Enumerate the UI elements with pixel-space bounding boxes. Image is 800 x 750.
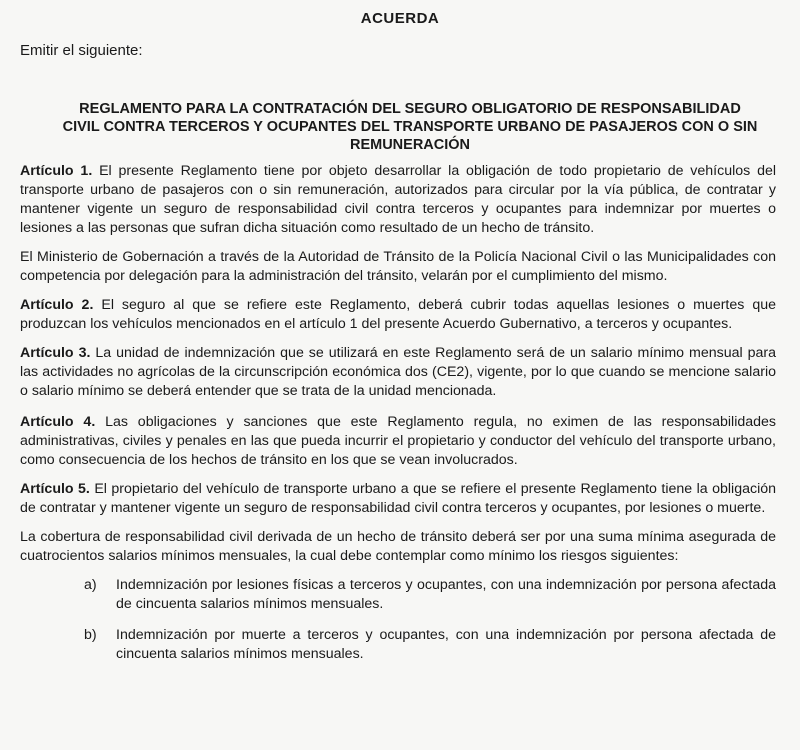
paragraph-text: Las obligaciones y sanciones que este Reglamento regula, no eximen de las responsabilidades administrativas, civiles y penales en las que pueda incurrir el propietario y conductor del vehículo del transporte urbano, como consecuencia de los hechos de tránsito en los que se vean involucrados. — [20, 414, 776, 468]
paragraph-article-1 — [20, 162, 776, 238]
paragraph-text: El seguro al que se refiere este Reglamento, deberá cubrir todas aquellas lesiones o muertes que produzcan los vehículos mencionados en el artículo 1 del presente Acuerdo Gubernativo, a terceros y ocupantes. — [20, 297, 776, 332]
article-label: Artículo 4. — [20, 414, 96, 430]
intro-text: Emitir el siguiente: — [20, 42, 143, 59]
list-item-text: Indemnización por lesiones físicas a terceros y ocupantes, con una indemnización por persona afectada de cincuenta salarios mínimos mensuales. — [116, 577, 776, 612]
paragraph-coverage — [20, 528, 776, 566]
list-item — [84, 626, 776, 664]
article-label: Artículo 2. — [20, 297, 94, 313]
list-item — [84, 576, 776, 614]
list-marker: b) — [84, 627, 97, 643]
article-label: Artículo 1. — [20, 163, 93, 179]
paragraph-text: La cobertura de responsabilidad civil derivada de un hecho de tránsito deberá ser por una suma mínima asegurada de cuatrocientos salarios mínimos mensuales, la cual debe contemplar como mínimo los riesgos siguientes: — [20, 529, 776, 564]
article-label: Artículo 3. — [20, 345, 91, 361]
paragraph-article-5 — [20, 480, 776, 518]
paragraph-text: La unidad de indemnización que se utilizará en este Reglamento será de un salario mínimo mensual para las actividades no agrícolas de la circunscripción económica dos (CE2), vigente, por lo que cuando se mencione salario o salario mínimo se deberá entender que se trata de la unidad mencionada. — [20, 345, 777, 399]
paragraph-article-2 — [20, 296, 776, 334]
heading: ACUERDA — [360, 10, 440, 27]
risk-list — [20, 576, 776, 664]
regulation-title: REGLAMENTO PARA LA CONTRATACIÓN DEL SEGURO OBLIGATORIO DE RESPONSABILIDAD CIVIL CONTRA TERCEROS Y OCUPANTES DEL TRANSPORTE URBANO DE PASAJEROS CON O SIN REMUNERACIÓN — [62, 101, 758, 153]
article-label: Artículo 5. — [20, 481, 90, 497]
paragraph-text: El Ministerio de Gobernación a través de la Autoridad de Tránsito de la Policía Nacional Civil o las Municipalidades con competencia por delegación para la administración del tránsito, velarán por el cumplimiento del mismo. — [20, 249, 776, 284]
paragraph-ministry — [20, 248, 776, 286]
document-body — [20, 162, 776, 676]
paragraph-article-4 — [20, 413, 776, 470]
paragraph-article-3 — [20, 344, 776, 401]
paragraph-text: El presente Reglamento tiene por objeto desarrollar la obligación de todo propietario de vehículos del transporte urbano de pasajeros con o sin remuneración, autorizados para circular por la vía pública, de contratar y mantener vigente un seguro de responsabilidad civil contra terceros y ocupantes para indemnizar por muertes o lesiones a las personas que sufran dicha situación como resultado de un hecho de tránsito. — [20, 163, 776, 236]
list-marker: a) — [84, 577, 97, 593]
paragraph-text: El propietario del vehículo de transporte urbano a que se refiere el presente Reglamento tiene la obligación de contratar y mantener vigente un seguro de responsabilidad civil contra terceros y ocupantes, por lesiones o muerte. — [20, 481, 776, 516]
list-item-text: Indemnización por muerte a terceros y ocupantes, con una indemnización por persona afectada de cincuenta salarios mínimos mensuales. — [116, 627, 776, 662]
